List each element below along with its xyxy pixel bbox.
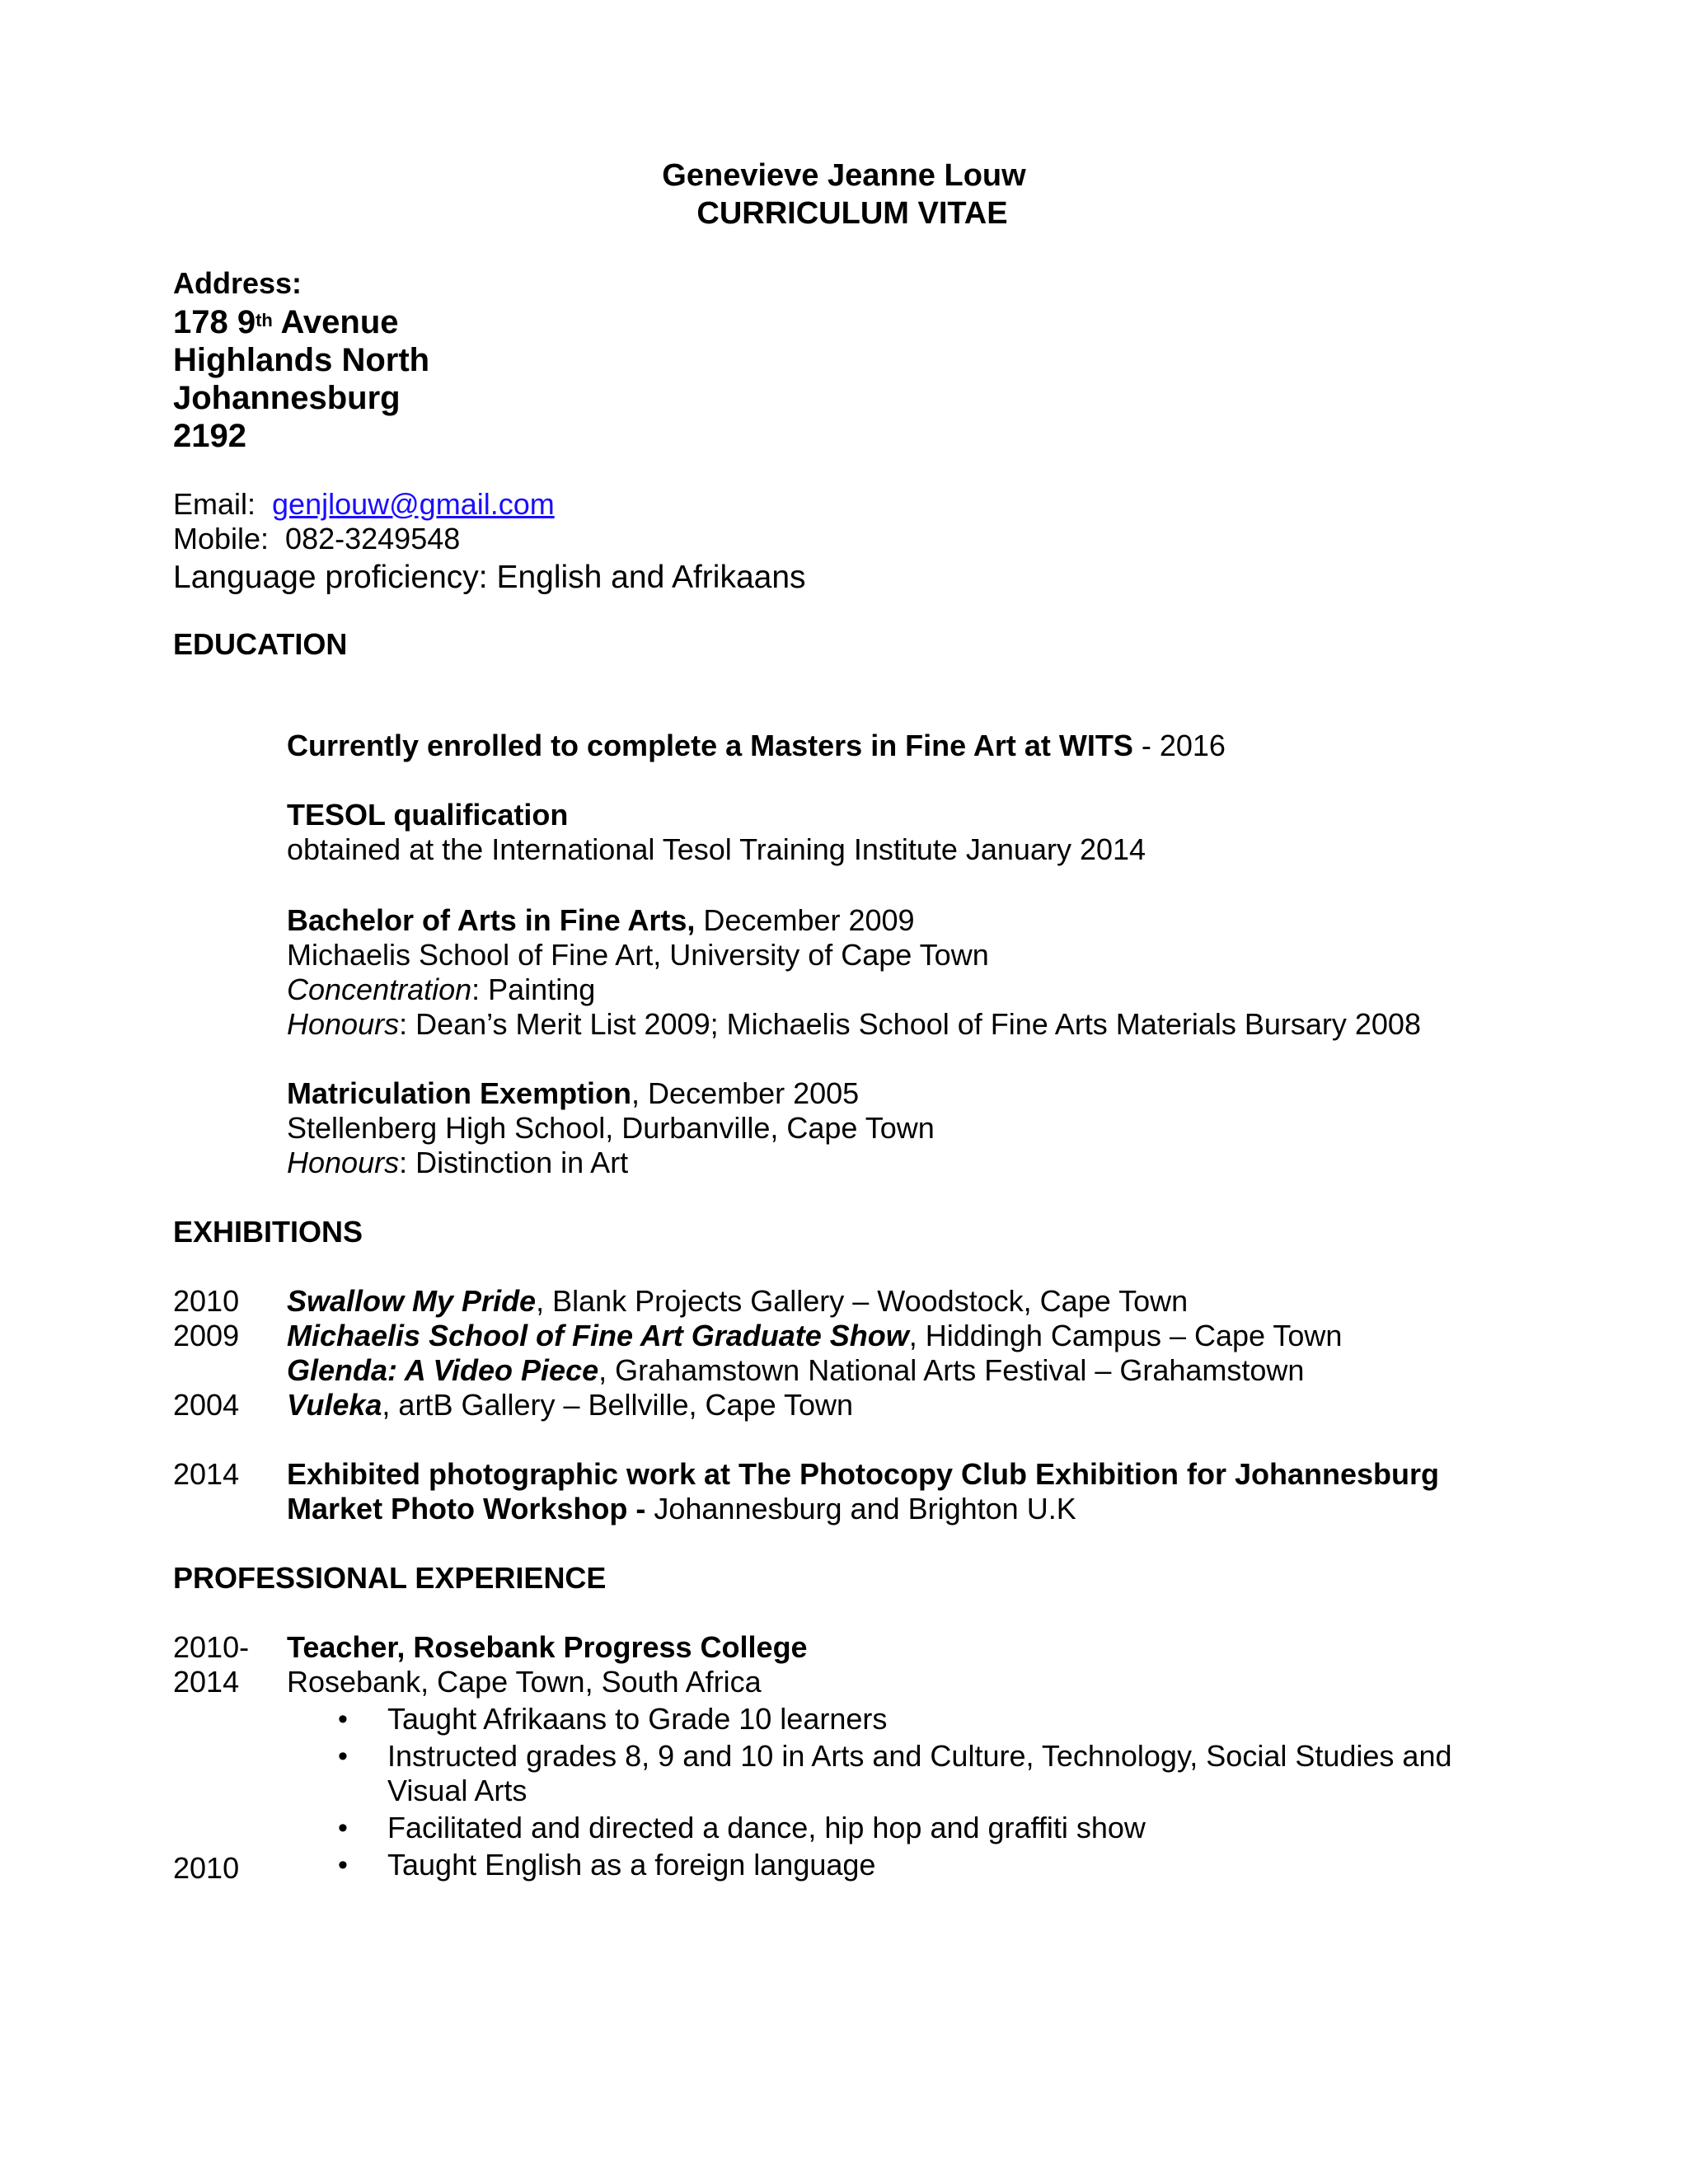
address-street-name: Avenue xyxy=(272,304,399,340)
experience-heading: PROFESSIONAL EXPERIENCE xyxy=(173,1561,607,1595)
matric-title-line xyxy=(287,1076,935,1111)
exhibitions-heading: EXHIBITIONS xyxy=(173,1215,363,1249)
mobile-line: Mobile: 082-3249548 xyxy=(173,522,461,555)
exhibition-text xyxy=(287,1284,1188,1319)
tesol-detail: obtained at the International Tesol Training Institute January 2014 xyxy=(287,832,1146,866)
exhibition-year: 2010 xyxy=(173,1284,240,1318)
exhibition-title: Glenda: A Video Piece xyxy=(287,1353,599,1387)
photo-exhibition-line-2 xyxy=(287,1492,1439,1526)
education-masters xyxy=(287,729,1226,763)
language-line: Language proficiency: English and Afrikaans xyxy=(173,560,806,595)
matric-title: Matriculation Exemption xyxy=(287,1076,632,1110)
photo-exhibition-org: Market Photo Workshop - xyxy=(287,1492,646,1526)
matric-school: Stellenberg High School, Durbanville, Cape Town xyxy=(287,1111,935,1145)
list-item xyxy=(287,1848,1523,1882)
experience-year-2010: 2010 xyxy=(173,1851,240,1885)
ba-school: Michaelis School of Fine Art, University of Cape Town xyxy=(287,938,989,972)
exhibition-text xyxy=(287,1319,1342,1353)
ba-date: December 2009 xyxy=(695,903,915,937)
address-street-number: 178 9 xyxy=(173,304,256,340)
ba-title-line xyxy=(287,903,1421,938)
email-label: Email: xyxy=(173,487,273,521)
cv-title: CURRICULUM VITAE xyxy=(696,196,1008,231)
bullet-icon: • xyxy=(338,1849,348,1881)
matric-honours-label: Honours xyxy=(287,1146,400,1179)
photo-exhibition-text xyxy=(287,1457,1439,1526)
matric-honours xyxy=(287,1146,935,1180)
masters-title: Currently enrolled to complete a Masters in Fine Art at WITS xyxy=(287,729,1133,762)
exhibition-venue: , Hiddingh Campus – Cape Town xyxy=(908,1319,1343,1352)
education-matric xyxy=(287,1076,935,1180)
email-link[interactable]: genjlouw@gmail.com xyxy=(272,487,555,521)
exhibition-venue: , Grahamstown National Arts Festival – Grahamstown xyxy=(598,1353,1305,1387)
matric-honours-value: : Distinction in Art xyxy=(399,1146,629,1179)
ba-honours-value: : Dean’s Merit List 2009; Michaelis School of Fine Arts Materials Bursary 2008 xyxy=(399,1007,1421,1041)
address-line-3: Johannesburg xyxy=(173,380,401,416)
photo-exhibition-year: 2014 xyxy=(173,1457,240,1491)
bullet-icon: • xyxy=(338,1741,348,1772)
bullet-text: Taught English as a foreign language xyxy=(387,1848,876,1882)
ba-honours xyxy=(287,1007,1421,1042)
education-heading: EDUCATION xyxy=(173,627,348,661)
exhibition-text xyxy=(287,1388,853,1422)
ba-concentration-value: : Painting xyxy=(471,972,596,1006)
exhibition-title: Vuleka xyxy=(287,1388,382,1422)
list-item xyxy=(287,1811,1523,1845)
address-ordinal: th xyxy=(256,310,273,330)
list-item xyxy=(287,1739,1523,1808)
exhibition-title: Michaelis School of Fine Art Graduate Show xyxy=(287,1319,909,1352)
matric-date: , December 2005 xyxy=(631,1076,860,1110)
email-line xyxy=(173,487,806,522)
list-item xyxy=(287,1702,1523,1736)
education-ba xyxy=(287,903,1421,1042)
bullet-text: Instructed grades 8, 9 and 10 in Arts and Culture, Technology, Social Studies and Visual Arts xyxy=(387,1739,1452,1807)
exhibition-venue: , Blank Projects Gallery – Woodstock, Cape Town xyxy=(536,1284,1189,1318)
exhibition-text xyxy=(287,1353,1304,1388)
experience-year-start: 2010- xyxy=(173,1630,250,1664)
exhibition-year: 2009 xyxy=(173,1319,240,1352)
exhibition-year: 2004 xyxy=(173,1388,240,1422)
education-tesol xyxy=(287,798,1146,867)
photo-exhibition-place: Johannesburg and Brighton U.K xyxy=(645,1492,1076,1526)
exhibition-title: Swallow My Pride xyxy=(287,1284,537,1318)
address-label: Address: xyxy=(173,266,302,300)
experience-role: Teacher, Rosebank Progress College xyxy=(287,1630,808,1664)
ba-concentration xyxy=(287,972,1421,1007)
tesol-title: TESOL qualification xyxy=(287,798,569,832)
address-line-4: 2192 xyxy=(173,418,246,454)
photo-exhibition-line-1: Exhibited photographic work at The Photocopy Club Exhibition for Johannesburg xyxy=(287,1457,1440,1491)
address-line-1 xyxy=(173,303,429,341)
bullet-icon: • xyxy=(338,1812,348,1844)
address-line-2: Highlands North xyxy=(173,342,430,378)
experience-location: Rosebank, Cape Town, South Africa xyxy=(287,1665,762,1699)
bullet-icon: • xyxy=(338,1704,348,1735)
experience-year-end: 2014 xyxy=(173,1665,240,1699)
cv-name: Genevieve Jeanne Louw xyxy=(662,158,1026,193)
bullet-text: Facilitated and directed a dance, hip hop and graffiti show xyxy=(387,1811,1146,1844)
bullet-text: Taught Afrikaans to Grade 10 learners xyxy=(387,1702,888,1736)
contact-block xyxy=(173,487,806,598)
exhibition-venue: , artB Gallery – Bellville, Cape Town xyxy=(382,1388,854,1422)
ba-title: Bachelor of Arts in Fine Arts, xyxy=(287,903,696,937)
ba-concentration-label: Concentration xyxy=(287,972,472,1006)
masters-year: - 2016 xyxy=(1132,729,1226,762)
ba-honours-label: Honours xyxy=(287,1007,400,1041)
address-block xyxy=(173,264,429,455)
experience-bullets xyxy=(287,1702,1523,1885)
